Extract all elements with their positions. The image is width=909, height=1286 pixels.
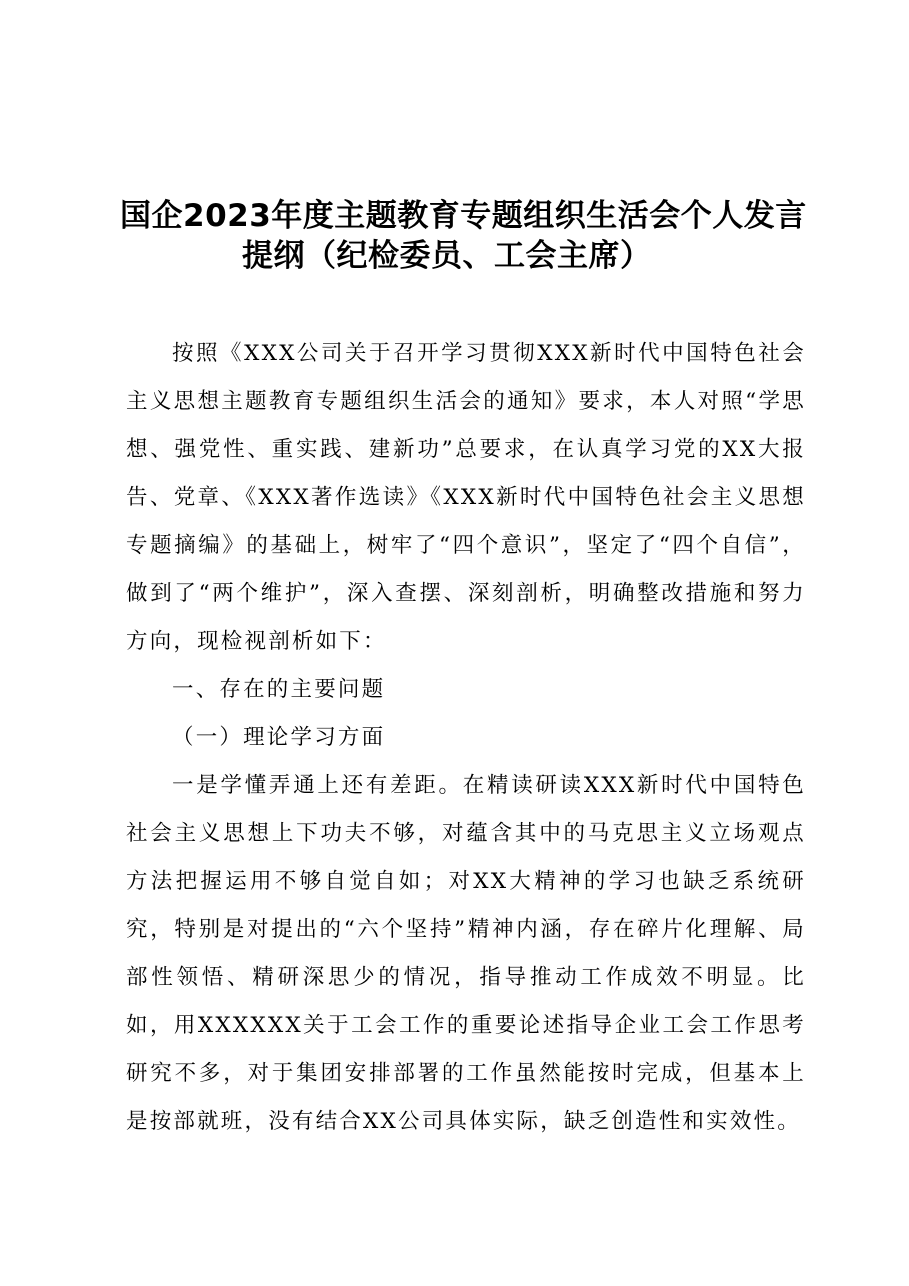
document-title	[120, 196, 840, 276]
section-heading: 一、存在的主要问题	[172, 677, 386, 702]
subsection-heading: （一）理论学习方面	[172, 725, 386, 750]
intro-paragraph: 按照《XXX公司关于召开学习贯彻XXX新时代中国特色社会主义思想主题教育专题组织生活会的通知》要求，本人对照“学思想、强党性、重实践、建新功”总要求，在认真学习党的XX大报告、党章、《XXX著作选读》《XXX新时代中国特色社会主义思想专题摘编》的基础上，树牢了“四个意识”，坚定了“四个自信”，做到了“两个维护”，深入查摆、深刻剖析，明确整改措施和努力方向，现检视剖析如下：	[126, 341, 806, 654]
title-line-1: 国企2023年度主题教育专题组织生活会个人发言	[120, 198, 807, 234]
document-body	[126, 330, 806, 1146]
point-1-paragraph: 一是学懂弄通上还有差距。在精读研读XXX新时代中国特色社会主义思想上下功夫不够，对蕴含其中的马克思主义立场观点方法把握运用不够自觉自如；对XX大精神的学习也缺乏系统研究，特别是对提出的“六个坚持”精神内涵，存在碎片化理解、局部性领悟、精研深思少的情况，指导推动工作成效不明显。比如，用XXXXXX关于工会工作的重要论述指导企业工会工作思考研究不多，对于集团安排部署的工作虽然能按时完成，但基本上是按部就班，没有结合XX公司具体实际，缺乏创造性和实效性。	[126, 773, 806, 1134]
title-line-2: 提纲（纪检委员、工会主席）	[242, 238, 652, 274]
